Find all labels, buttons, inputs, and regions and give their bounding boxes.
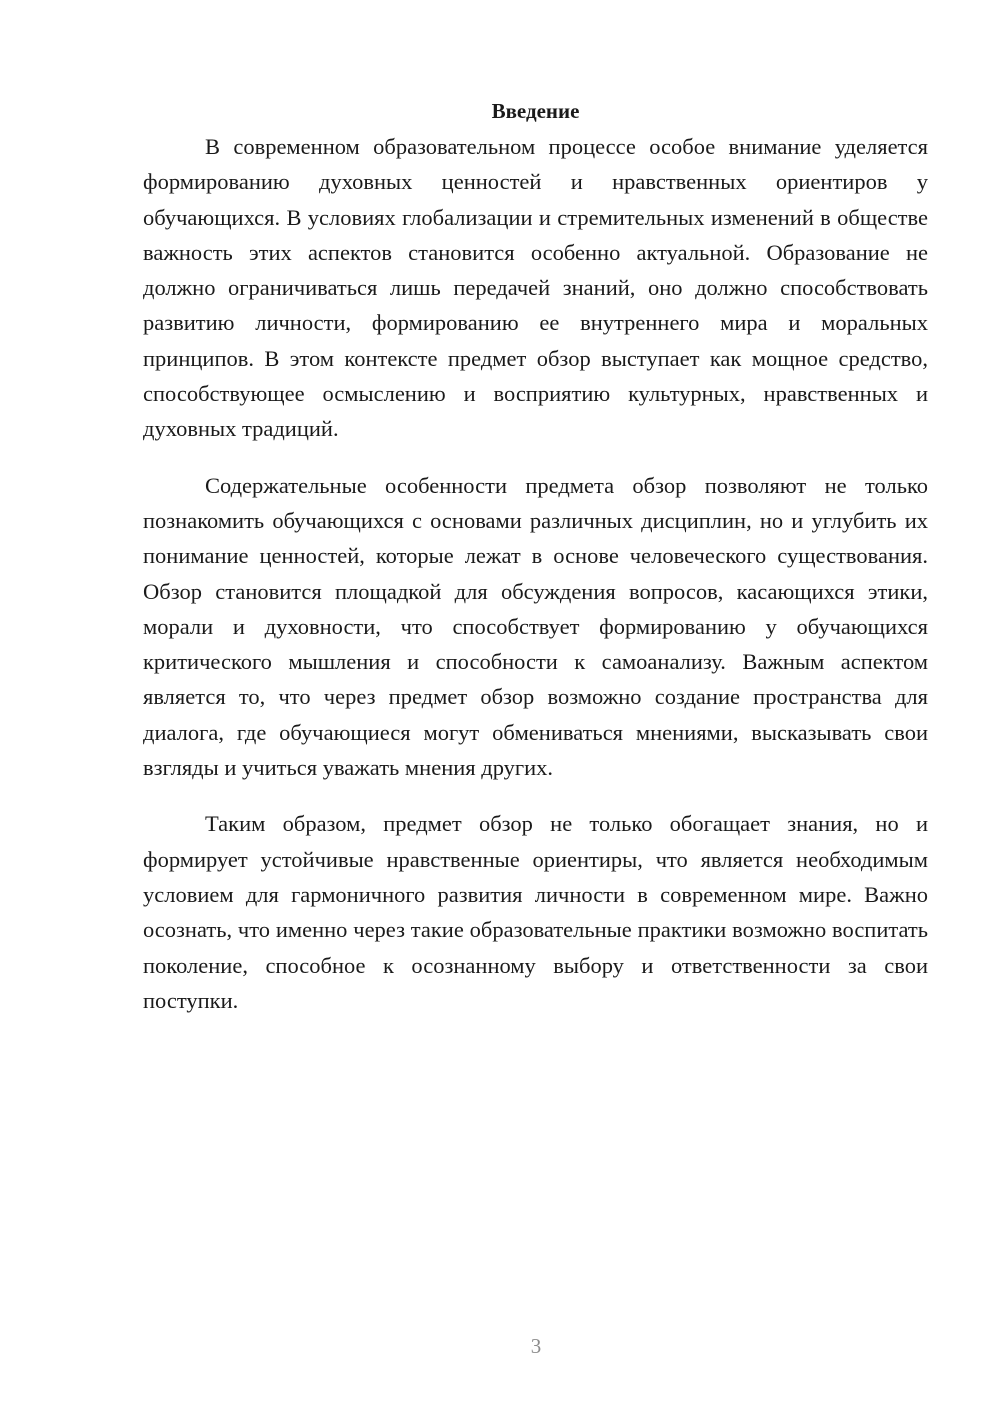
section-title: Введение <box>491 99 580 123</box>
paragraph-1: В современном образовательном процессе особое внимание уделяется формированию духовных ценностей и нравственных ориентиров у обучающихся. В условиях глобализации и стремительных изменений в обществе важность этих аспектов становится особенно актуальной. Образование не должно ограничиваться лишь передачей знаний, оно должно способствовать развитию личности, формированию ее внутреннего мира и моральных принципов. В этом контексте предмет обзор выступает как мощное средство, способствующее осмыслению и восприятию культурных, нравственных и духовных традиций. <box>143 134 928 442</box>
page-number: 3 <box>530 1334 542 1358</box>
page-content <box>143 94 928 1018</box>
paragraph-3: Таким образом, предмет обзор не только обогащает знания, но и формирует устойчивые нравственные ориентиры, что является необходимым условием для гармоничного развития личности в современном мире. Важно осознать, что именно через такие образовательные практики возможно воспитать поколение, способное к осознанному выбору и ответственности за свои поступки. <box>143 811 928 1013</box>
paragraph-2: Содержательные особенности предмета обзор позволяют не только познакомить обучающихся с основами различных дисциплин, но и углубить их понимание ценностей, которые лежат в основе человеческого существования. Обзор становится площадкой для обсуждения вопросов, касающихся этики, морали и духовности, что способствует формированию у обучающихся критического мышления и способности к самоанализу. Важным аспектом является то, что через предмет обзор возможно создание пространства для диалога, где обучающиеся могут обмениваться мнениями, высказывать свои взгляды и учиться уважать мнения других. <box>143 472 928 781</box>
